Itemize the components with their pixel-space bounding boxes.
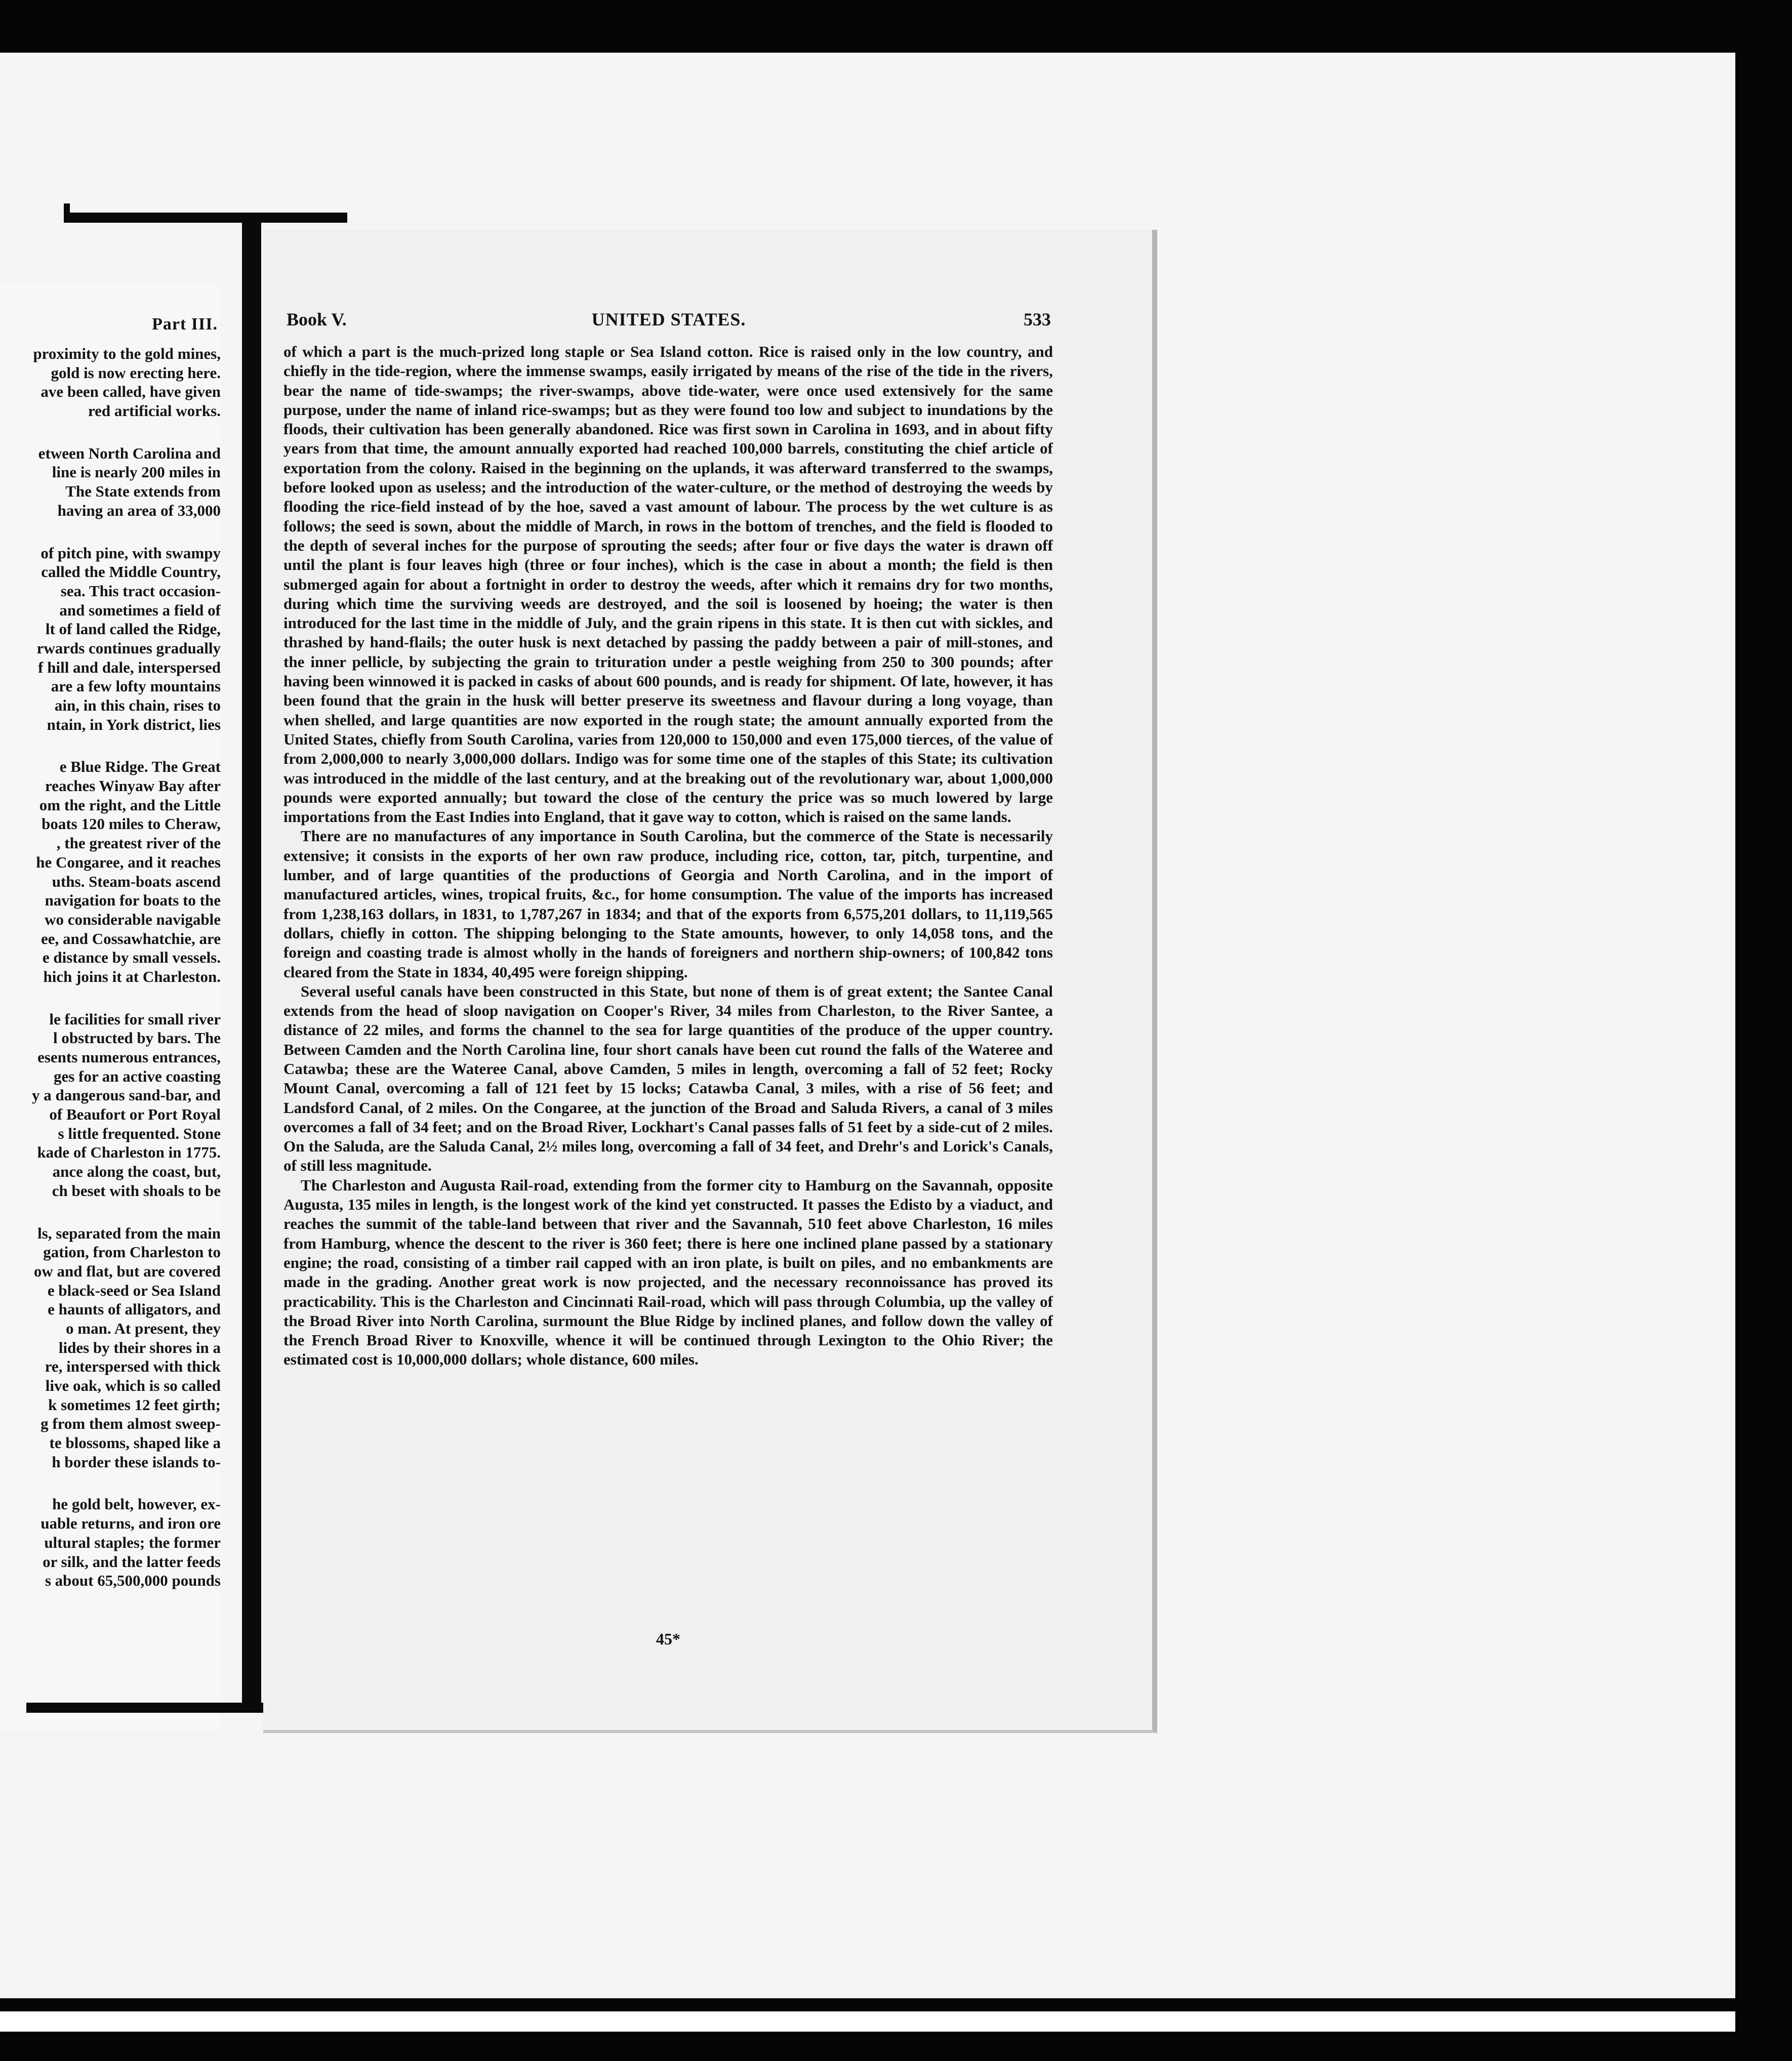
left-text-line: f hill and dale, interspersed (38, 658, 221, 676)
left-text-line: rwards continues gradually (36, 639, 221, 657)
gutter-bracket-top (64, 213, 347, 223)
left-text-line: he Congaree, and it reaches (36, 853, 221, 871)
left-text-line: lides by their shores in a (58, 1338, 221, 1356)
left-page-text (0, 344, 221, 1590)
left-text-line: , the greatest river of the (56, 834, 221, 852)
page-number: 533 (1024, 309, 1051, 329)
header-title: UNITED STATES. (591, 309, 746, 329)
left-text-line: are a few lofty mountains (51, 677, 221, 695)
left-text-line: le facilities for small river (49, 1010, 221, 1028)
left-text-line: ultural staples; the former (44, 1533, 221, 1551)
left-text-line: navigation for boats to the (45, 891, 221, 910)
left-page-fragment (0, 283, 221, 1731)
scan-frame-bottom (0, 1998, 1735, 2061)
left-text-line: proximity to the gold mines, (33, 345, 221, 362)
left-text-line (0, 520, 221, 544)
running-header (287, 309, 1051, 331)
left-text-line: of Beaufort or Port Royal (49, 1105, 221, 1124)
left-text-line: y a dangerous sand-bar, and (32, 1086, 221, 1104)
left-page-header: Part III. (152, 315, 218, 334)
paragraph-commerce: There are no manufactures of any importance in South Carolina, but the commerce of the State is necessarily extensive; it consists in the exports of her own raw produce, including rice, cotton, tar, pitch, turpentine, and lumber, and of large quantities of the productions of Georgia and North Carolina, and in the import of manufactured articles, wines, tropical fruits, &c., for home consumption. The value of the imports has increased from 1,238,163 dollars, in 1831, to 1,787,267 in 1834; and that of the exports from 6,575,201 dollars, to 11,119,565 dollars, chiefly in cotton. The shipping belonging to the State amounts, however, to only 14,058 tons, and the foreign and coasting trade is almost wholly in the hands of foreigners and northern ship-owners; of 100,842 tons cleared from the State in 1834, 40,495 were foreign shipping. (283, 827, 1053, 981)
left-text-line: ee, and Cossawhatchie, are (40, 929, 221, 947)
left-text-line: gold is now erecting here. (51, 363, 221, 382)
left-text-line: te blossoms, shaped like a (49, 1434, 221, 1452)
left-text-line: called the Middle Country, (41, 563, 221, 581)
left-text-line: ow and flat, but are covered (33, 1262, 221, 1280)
left-text-line: boats 120 miles to Cheraw, (42, 815, 221, 833)
left-text-line (0, 421, 221, 444)
left-text-line: kade of Charleston in 1775. (37, 1143, 221, 1162)
left-text-line: line is nearly 200 miles in (52, 463, 221, 481)
left-text-line: ntain, in York district, lies (47, 715, 221, 733)
scan-frame-top (0, 0, 1792, 53)
left-text-line (0, 1201, 221, 1224)
left-text-line: uths. Steam-boats ascend (52, 872, 221, 890)
left-text-line: ance along the coast, but, (52, 1163, 221, 1181)
scan-frame-right (1735, 53, 1792, 2061)
left-text-line: lt of land called the Ridge, (45, 620, 221, 638)
left-text-line: he gold belt, however, ex- (52, 1495, 221, 1513)
left-text-line: ain, in this chain, rises to (54, 696, 221, 714)
left-text-line: k sometimes 12 feet girth; (48, 1395, 221, 1414)
signature-mark: 45* (656, 1630, 680, 1648)
left-text-line: s little frequented. Stone (58, 1124, 221, 1142)
left-text-line: l obstructed by bars. The (53, 1029, 221, 1047)
left-text-line: ave been called, have given (40, 383, 221, 401)
left-text-line: etween North Carolina and (38, 444, 221, 462)
left-text-line: e black-seed or Sea Island (47, 1281, 221, 1299)
left-text-line: having an area of 33,000 (57, 501, 221, 519)
left-text-line: h border these islands to- (52, 1453, 221, 1471)
left-text-line (0, 986, 221, 1010)
left-text-line: of pitch pine, with swampy (40, 544, 221, 562)
left-text-line: re, interspersed with thick (45, 1357, 221, 1376)
left-text-line: e haunts of alligators, and (48, 1300, 221, 1318)
left-text-line (0, 1471, 221, 1495)
left-text-line: uable returns, and iron ore (40, 1514, 221, 1533)
left-text-line: ls, separated from the main (37, 1224, 221, 1242)
book-label: Book V. (287, 309, 347, 329)
gutter-bracket-post (242, 218, 261, 1705)
paragraph-railroad: The Charleston and Augusta Rail-road, extending from the former city to Hamburg on the Savannah, opposite Augusta, 135 miles in length, is the longest work of the kind yet constructed. It passes the Edisto by a viaduct, and reaches the summit of the table-land between that river and the Savannah, 510 feet above Charleston, 16 miles from Hamburg, whence the descent to the river is 360 feet; there is here one inclined plane passed by a stationary engine; the road, consisting of a timber rail capped with an iron plate, is built on piles, and no embankments are made in the grading. Another great work is now projected, and the necessary reconnoissance has proved its practicability. This is the Charleston and Cincinnati Rail-road, which will pass through Columbia, up the valley of the Broad River into North Carolina, surmount the Blue Ridge by inclined planes, and follow down the valley of the French Broad River to Knoxville, whence it will be continued through Lexington to the Ohio River; the estimated cost is 10,000,000 dollars; whole distance, 600 miles. (283, 1176, 1053, 1369)
left-text-line: sea. This tract occasion- (60, 582, 221, 600)
left-text-line: e Blue Ridge. The Great (59, 758, 221, 776)
left-text-line: ges for an active coasting (53, 1067, 221, 1085)
left-text-line: ch beset with shoals to be (52, 1181, 221, 1200)
paragraph-canals: Several useful canals have been constructed in this State, but none of them is of great extent; the Santee Canal extends from the head of sloop navigation on Cooper's River, 34 miles from Charleston, to the River Santee, a distance of 22 miles, and forms the channel to the sea for large quantities of the produce of the upper country. Between Camden and the North Carolina line, four short canals have been cut round the falls of the Wateree and Catawba; these are the Wateree Canal, above Camden, 5 miles in length, overcoming a fall of 52 feet; Rocky Mount Canal, overcoming a fall of 121 feet by 15 locks; Catawba Canal, 3 miles, with a rise of 56 feet; and Landsford Canal, of 2 miles. On the Congaree, at the junction of the Broad and Saluda Rivers, a canal of 3 miles overcomes a fall of 34 feet; and on the Broad River, Lockhart's Canal passes falls of 51 feet by a side-cut of 2 miles. On the Saluda, are the Saluda Canal, 2½ miles long, overcoming a fall of 34 feet, and Drehr's and Lorick's Canals, of still less magnitude. (283, 982, 1053, 1175)
left-text-line: o man. At present, they (66, 1319, 221, 1337)
left-text-line: red artificial works. (88, 402, 221, 420)
left-text-line: The State extends from (65, 482, 221, 501)
left-text-line: e distance by small vessels. (42, 949, 221, 967)
left-text-line: or silk, and the latter feeds (43, 1552, 221, 1571)
paragraph-rice: of which a part is the much-prized long staple or Sea Island cotton. Rice is raised only in the low country, and chiefly in the tide-region, where the immense swamps, easily irrigated by means of the rise of the tide in the rivers, bear the name of tide-swamps; the river-swamps, above tide-water, were once used extensively for the same purpose, under the name of inland rice-swamps; but as they were found too low and subject to inundations by the floods, their cultivation has been generally abandoned. Rice was first sown in Carolina in 1693, and in about fifty years from that time, the amount annually exported had reached 100,000 barrels, constituting the chief article of exportation from the colony. Raised in the beginning on the uplands, it was afterward transferred to the swamps, before looked upon as useless; and the introduction of the water-culture, or the method of destroying the weeds by flooding the rice-field instead of by the hoe, saved a vast amount of labour. The process by the wet culture is as follows; the seed is sown, about the middle of March, in rows in the bottom of trenches, and the field is flooded to the depth of several inches for the purpose of sprouting the seeds; after four or five days the water is drawn off until the plant is four leaves high (three or four inches), which is the case in about a month; the field is then submerged again for about a fortnight in order to destroy the weeds, after which it remains dry for two months, during which time the surviving weeds are destroyed, and the soil is loosened by hoeing; the water is then introduced for the last time in the middle of July, and the grain ripens in this state. It is then cut with sickles, and thrashed by hand-flails; the outer husk is next detached by passing the paddy between a pair of mill-stones, and the inner pellicle, by subjecting the grain to trituration under a pestle weighing from 250 to 300 pounds; after having been winnowed it is packed in casks of about 600 pounds, and is ready for shipment. Of late, however, it has been found that the grain in the husk will better preserve its sweetness and flavour during a long voyage, than when shelled, and large quantities are now exported in the rough state; the amount annually exported from the United States, chiefly from South Carolina, varies from 120,000 to 150,000 and even 175,000 tierces, of the value of from 2,000,000 to nearly 3,000,000 dollars. Indigo was for some time one of the staples of this State; its cultivation was introduced in the middle of the last century, and at the breaking out of the revolutionary war, about 1,000,000 pounds were exported annually; but toward the close of the century the price was so much lowered by large importations from the East Indies into England, that it gave way to cotton, which is raised on the same lands. (283, 343, 1053, 826)
body-text (283, 342, 1053, 1370)
left-text-line: om the right, and the Little (39, 796, 221, 814)
left-text-line: live oak, which is so called (45, 1377, 221, 1394)
left-text-line: gation, from Charleston to (43, 1243, 221, 1261)
left-text-line: esents numerous entrances, (37, 1048, 221, 1066)
left-text-line: hich joins it at Charleston. (43, 967, 221, 985)
right-page (263, 230, 1157, 1733)
left-text-line: wo considerable navigable (45, 910, 221, 928)
left-text-line: reaches Winyaw Bay after (45, 777, 221, 795)
left-text-line (0, 734, 221, 757)
left-text-line: g from them almost sweep- (40, 1415, 221, 1433)
left-text-line: s about 65,500,000 pounds (45, 1572, 221, 1590)
left-text-line: and sometimes a field of (59, 601, 221, 619)
